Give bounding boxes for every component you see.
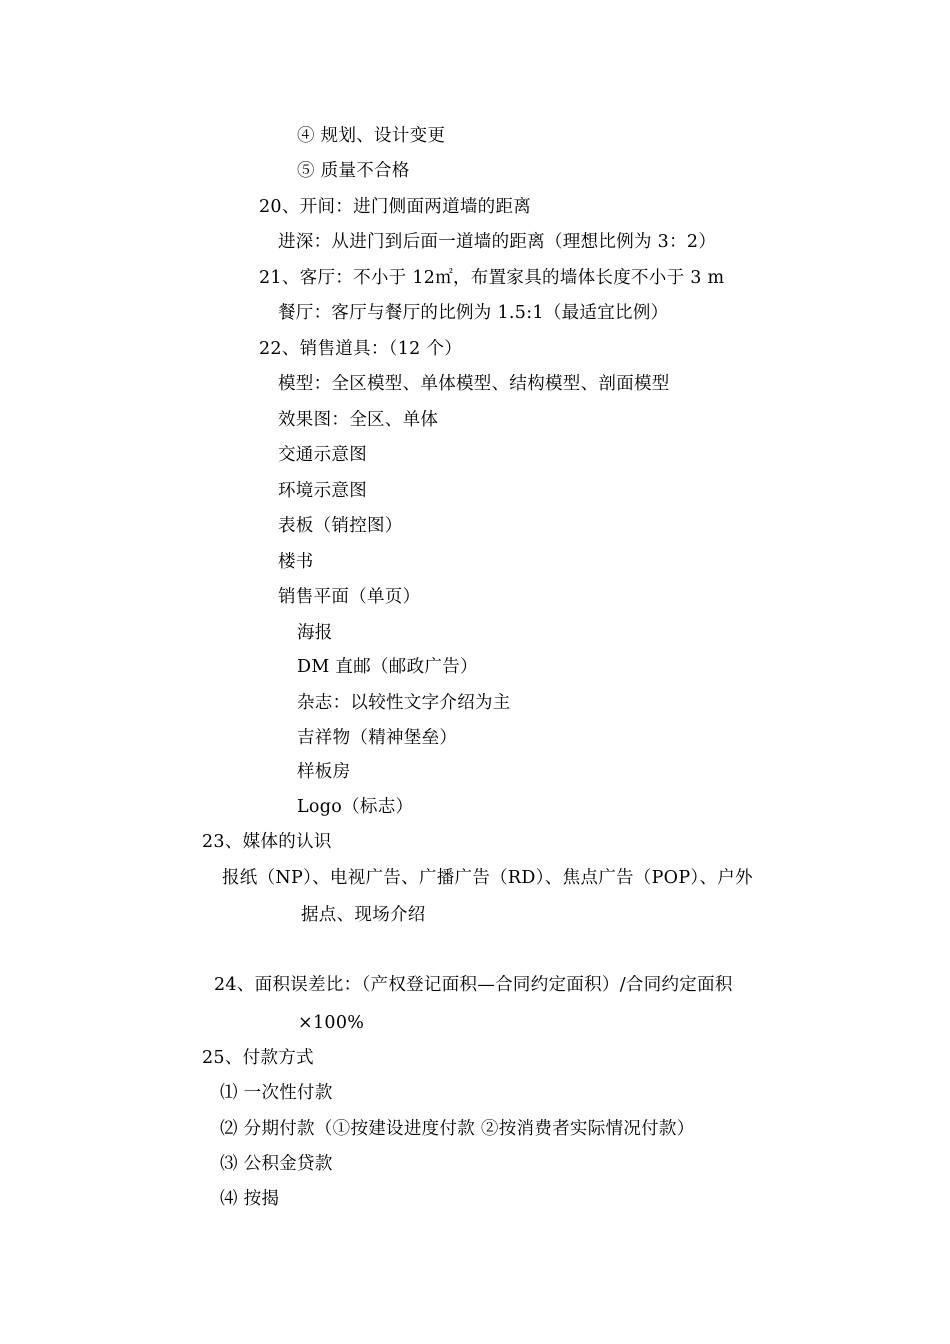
text-line: 吉祥物（精神堡垒） [297,728,458,748]
text-line: 22、销售道具：（12 个） [259,339,463,359]
text-line: DM 直邮（邮政广告） [297,657,478,677]
text-line: 据点、现场介绍 [301,905,426,925]
text-line: 餐厅：客厅与餐厅的比例为 1.5:1（最适宜比例） [278,303,669,323]
text-line: ⑵ 分期付款（①按建设进度付款 ②按消费者实际情况付款） [220,1119,695,1139]
text-line: 进深：从进门到后面一道墙的距离（理想比例为 3：2） [278,232,717,252]
text-line: 21、客厅：不小于 12㎡，布置家具的墙体长度不小于 3 m [259,268,725,288]
text-line: 楼书 [278,552,314,572]
text-line: ×100% [298,1013,365,1033]
text-line: 样板房 [297,762,351,782]
text-line: 环境示意图 [278,481,367,501]
text-line: 销售平面（单页） [278,587,421,607]
text-line: 海报 [297,623,333,643]
text-line: 杂志：以较性文字介绍为主 [297,693,511,713]
text-line: 20、开间：进门侧面两道墙的距离 [259,197,532,217]
text-line: ⑤ 质量不合格 [297,161,410,181]
text-line: ④ 规划、设计变更 [297,126,446,146]
text-line: 24、面积误差比：（产权登记面积—合同约定面积）/合同约定面积 [214,975,733,995]
text-line: 交通示意图 [278,445,367,465]
text-line: 25、付款方式 [202,1048,314,1068]
text-line: 模型：全区模型、单体模型、结构模型、剖面模型 [278,374,670,394]
text-line: 23、媒体的认识 [202,832,332,852]
text-line: ⑷ 按揭 [220,1189,280,1209]
text-line: 报纸（NP）、电视广告、广播广告（RD）、焦点广告（POP）、户外 [222,868,753,888]
text-line: Logo（标志） [297,797,414,817]
text-line: 表板（销控图） [278,516,403,536]
text-line: ⑶ 公积金贷款 [220,1154,333,1174]
text-line: ⑴ 一次性付款 [220,1083,333,1103]
text-line: 效果图：全区、单体 [278,410,439,430]
